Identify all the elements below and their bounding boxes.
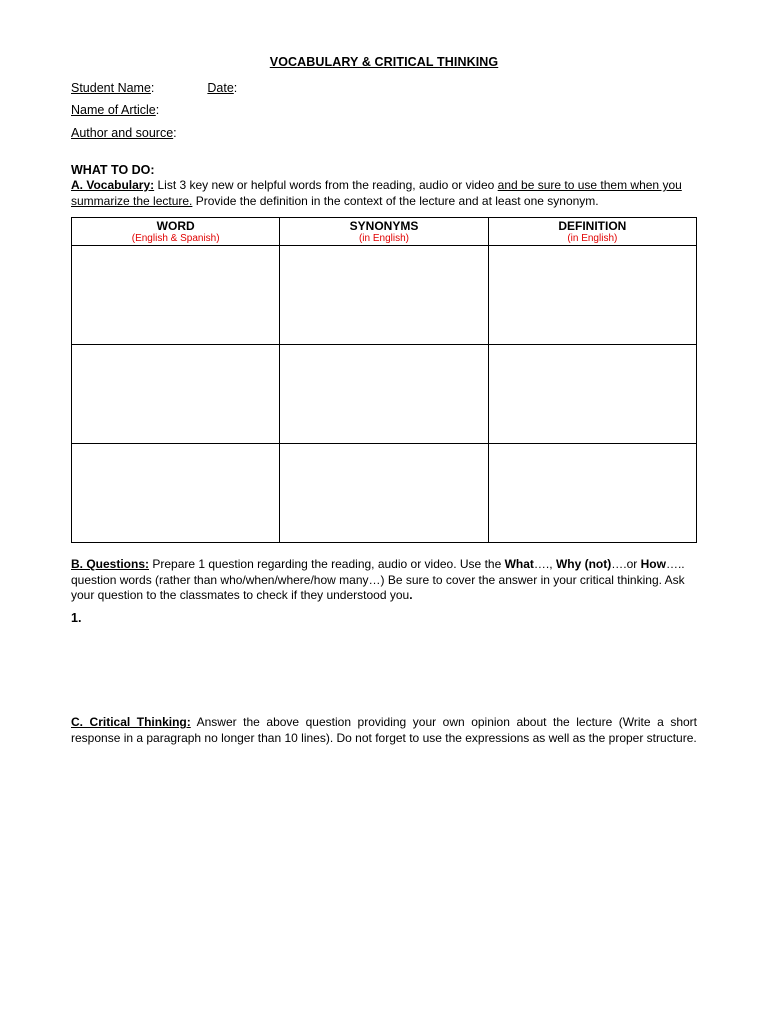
- definition-cell[interactable]: [488, 345, 696, 444]
- synonyms-cell[interactable]: [280, 345, 488, 444]
- vocabulary-underlined-text: and be sure to use them when you summarize the lecture.: [71, 178, 682, 208]
- word-cell[interactable]: [72, 345, 280, 444]
- word-cell[interactable]: [72, 444, 280, 543]
- vocabulary-label: A. Vocabulary:: [71, 178, 155, 192]
- synonyms-cell[interactable]: [280, 246, 488, 345]
- questions-label: B. Questions:: [71, 557, 150, 571]
- what-to-do-heading: WHAT TO DO:: [71, 163, 155, 177]
- author-line: Author and source:: [71, 126, 177, 140]
- word-cell[interactable]: [72, 246, 280, 345]
- vocabulary-instructions: A. Vocabulary: List 3 key new or helpful words from the reading, audio or video and be sure to use them when you summarize the lecture. Provide the definition in the context of the lecture and at least one synonym.: [71, 178, 682, 208]
- synonyms-cell[interactable]: [280, 444, 488, 543]
- questions-instructions: B. Questions: Prepare 1 question regarding the reading, audio or video. Use the What…., Why (not)….or How….. question words (rather than who/when/where/how many…) Be sure to cover the answer in your critical thinking. Ask your question to the classmates to check if they understood you.: [71, 557, 685, 602]
- definition-cell[interactable]: [488, 246, 696, 345]
- vocabulary-table: [71, 217, 697, 543]
- critical-thinking-label: C. Critical Thinking:: [71, 715, 191, 729]
- column-header-synonyms: SYNONYMS (in English): [280, 218, 488, 246]
- date-label: Date: [207, 81, 234, 95]
- student-name-label: Student Name: [71, 81, 151, 95]
- article-line: Name of Article:: [71, 103, 160, 117]
- column-header-word: WORD (English & Spanish): [72, 218, 280, 246]
- question-item-1: 1.: [71, 611, 82, 625]
- definition-cell[interactable]: [488, 444, 696, 543]
- column-header-definition: DEFINITION (in English): [488, 218, 696, 246]
- student-date-line: Student Name: Date:: [71, 81, 238, 95]
- page-title: VOCABULARY & CRITICAL THINKING: [269, 55, 499, 69]
- article-label: Name of Article: [71, 103, 156, 117]
- table-row: [72, 246, 697, 345]
- table-row: [72, 444, 697, 543]
- critical-thinking-instructions: C. Critical Thinking: Answer the above question providing your own opinion about the lecture (Write a short response in a paragraph no longer than 10 lines). Do not forget to use the expressions as well as the proper structure.: [71, 715, 697, 745]
- table-row: [72, 345, 697, 444]
- table-header-row: [72, 218, 697, 246]
- author-label: Author and source: [71, 126, 174, 140]
